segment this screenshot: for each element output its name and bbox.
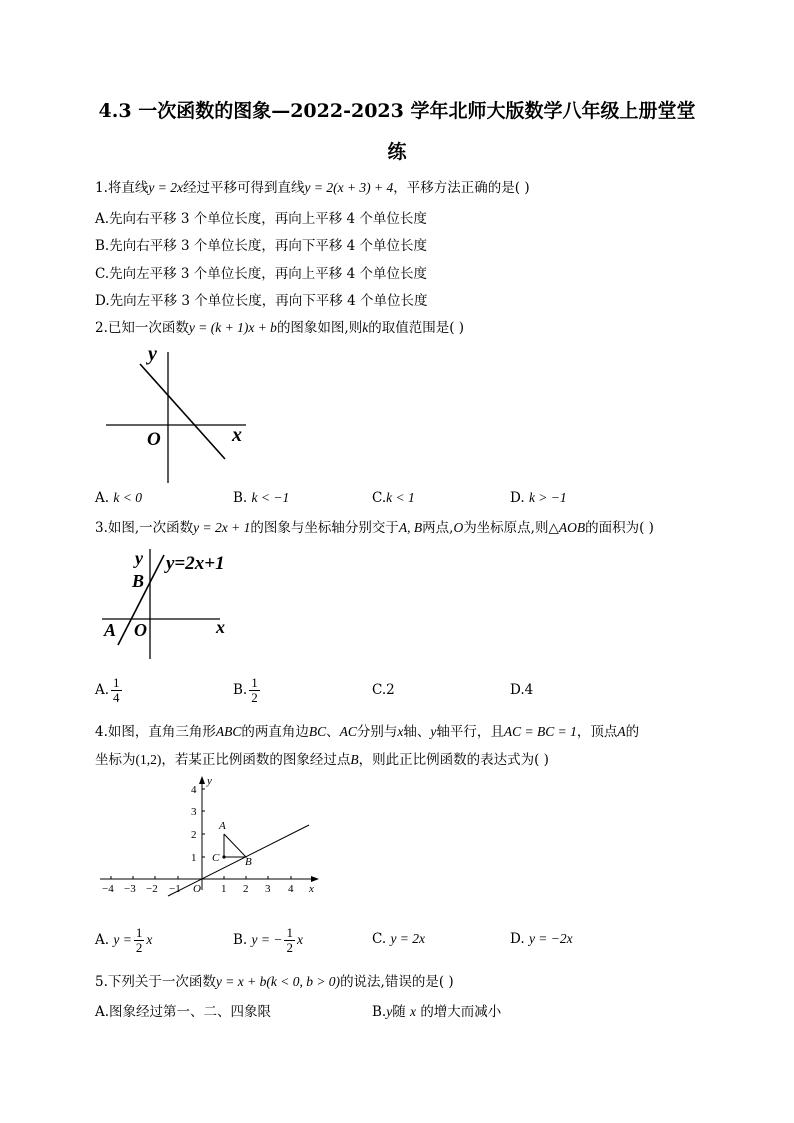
question-1-option-d: D.先向左平移 3 个单位长度，再向下平移 4 个单位长度 [95, 293, 428, 309]
question-3-figure [100, 545, 250, 665]
x-axis-label: x [216, 617, 225, 637]
question-5-stem: 5.下列关于一次函数y = x + b(k < 0, b > 0)的说法,错误的是( ) [95, 974, 454, 990]
document-title [60, 96, 734, 123]
y-axis-label: y [135, 548, 143, 568]
question-4-option-a: A. y = $\frac{1}{2}$ x [95, 925, 153, 955]
question-4-option-d: D. y = −2x [510, 931, 573, 947]
question-2-option-b: B. k < −1 [233, 490, 290, 506]
point-a-label: A [104, 620, 117, 640]
right-triangle-abc [224, 834, 246, 857]
y-tick-label: 4 [191, 784, 197, 796]
x-tick-label: −4 [102, 883, 114, 895]
point-c-label: C [212, 852, 220, 864]
question-2-option-d: D. k > −1 [510, 490, 567, 506]
origin-label: O [193, 883, 201, 895]
x-tick-label: 3 [265, 883, 271, 895]
x-tick-label: −1 [169, 883, 181, 895]
question-3-option-a: A. $\frac{1}{4}$ [95, 675, 120, 705]
y-axis-arrow [199, 776, 205, 784]
question-4-figure [95, 772, 330, 897]
question-4-option-c: C. y = 2x [372, 931, 426, 947]
y-tick-label: 2 [191, 829, 197, 841]
equation: y = 2x + 1 [193, 520, 251, 535]
fraction: $\frac{1}{2}$ [135, 925, 143, 955]
point-c-dot [222, 855, 225, 858]
question-1-option-c: C.先向左平移 3 个单位长度，再向上平移 4 个单位长度 [95, 266, 427, 282]
question-2-option-c: C.k < 1 [372, 490, 415, 506]
y-axis-label: y [207, 775, 212, 787]
question-1-stem: 1.将直线y = 2x经过平移可得到直线y = 2(x + 3) + 4，平移方法正确的是( ) [95, 180, 530, 196]
question-4-stem-line-2: 坐标为(1,2)，若某正比例函数的图象经过点B，则此正比例函数的表达式为( ) [95, 752, 549, 768]
question-3-option-d: D.4 [510, 682, 534, 698]
question-2-stem: 2.已知一次函数y = (k + 1)x + b的图象如图,则k的取值范围是( ) [95, 320, 465, 336]
y-tick-label: 3 [191, 806, 197, 818]
x-axis-label: x [232, 424, 242, 446]
question-2-option-a: A. k < 0 [95, 490, 142, 506]
document-title-continued [60, 137, 734, 164]
x-tick-label: 4 [288, 883, 294, 895]
question-5-option-a: A.图象经过第一、二、四象限 [95, 1004, 272, 1020]
question-3-option-c: C.2 [372, 682, 395, 698]
question-4-stem-line-1: 4.如图，直角三角形ABC的两直角边BC、AC分别与x轴、y轴平行，且AC = BC = 1，顶点A的 [95, 724, 640, 740]
y-axis-label: y [148, 343, 157, 365]
x-axis-arrow [311, 876, 319, 882]
x-tick-label: −2 [146, 883, 158, 895]
fraction: $\frac{1}{2}$ [286, 925, 293, 955]
point-b-label: B [132, 571, 145, 591]
equation: y = (k + 1)x + b [188, 320, 277, 335]
origin-label: O [147, 429, 161, 450]
title-line-2: 练 [387, 141, 407, 163]
equation: y = 2x [148, 180, 183, 195]
y-tick-label: 1 [191, 852, 197, 864]
x-tick-label: 2 [243, 883, 249, 895]
point-a-label: A [219, 820, 226, 832]
question-3-option-b: B. $\frac{1}{2}$ [233, 675, 258, 705]
point-b-label: B [245, 856, 252, 868]
question-3-stem: 3.如图,一次函数y = 2x + 1的图象与坐标轴分别交于A, B两点,O为坐标原点,则△AOB的面积为( ) [95, 520, 654, 536]
origin-label: O [134, 620, 147, 640]
equation: y = x + b(k < 0, b > 0) [215, 974, 341, 989]
equation: y = 2(x + 3) + 4 [304, 180, 394, 195]
fraction: $\frac{1}{4}$ [113, 675, 120, 705]
question-2-figure [100, 340, 260, 485]
question-1-option-b: B.先向右平移 3 个单位长度，再向下平移 4 个单位长度 [95, 238, 428, 254]
equation: AC = BC = 1 [503, 724, 577, 739]
x-tick-label: 1 [221, 883, 227, 895]
question-5-option-b: B.y随 x 的增大而减小 [372, 1004, 502, 1020]
title-line-1: 4.3 一次函数的图象—2022-2023 学年北师大版数学八年级上册堂堂 [98, 100, 696, 122]
question-4-option-b: B. y = − $\frac{1}{2}$ x [233, 925, 303, 955]
x-tick-label: −3 [124, 883, 136, 895]
x-axis-label: x [309, 883, 314, 895]
line-equation-label: y=2x+1 [166, 553, 225, 574]
question-1-option-a: A.先向右平移 3 个单位长度，再向上平移 4 个单位长度 [95, 211, 427, 227]
fraction: $\frac{1}{2}$ [251, 675, 258, 705]
